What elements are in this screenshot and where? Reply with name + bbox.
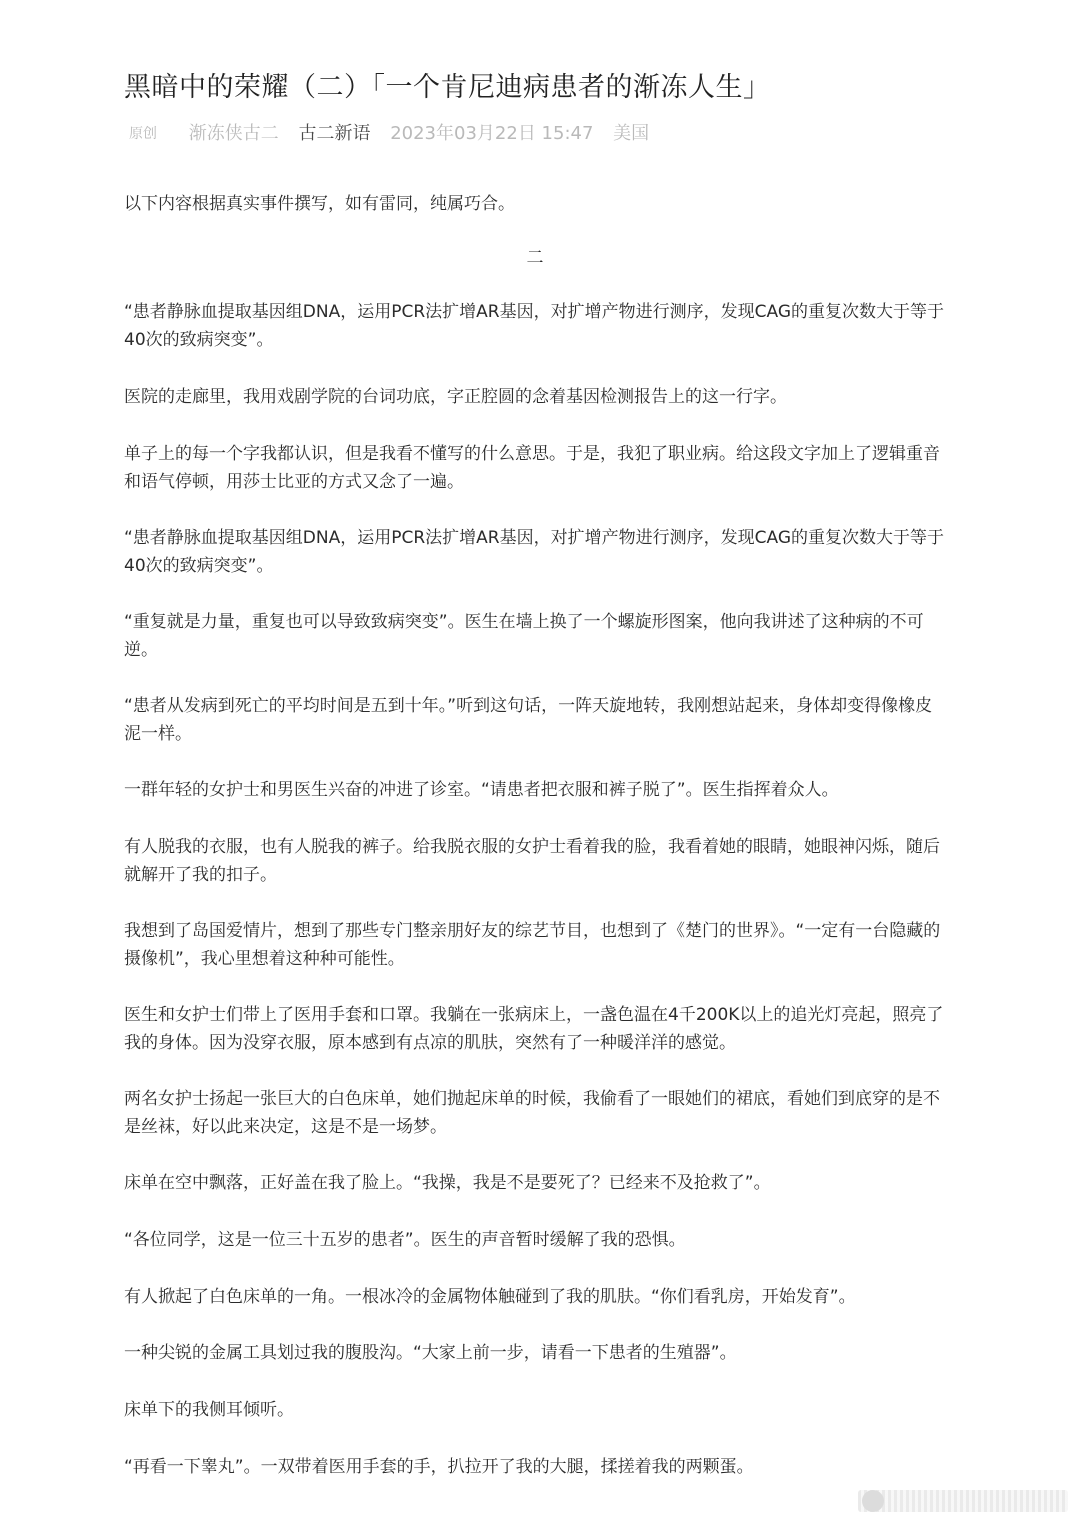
- paragraph: “患者静脉血提取基因组DNA，运用PCR法扩增AR基因，对扩增产物进行测序，发现CAG的重复次数大于等于40次的致病突变”。: [124, 302, 944, 350]
- paragraph: 一群年轻的女护士和男医生兴奋的冲进了诊室。“请患者把衣服和裤子脱了”。医生指挥着众人。: [124, 780, 839, 800]
- paragraph: 两名女护士扬起一张巨大的白色床单，她们抛起床单的时候，我偷看了一眼她们的裙底，看她们到底穿的是不是丝袜，好以此来决定，这是不是一场梦。: [124, 1089, 940, 1137]
- paragraph: “患者静脉血提取基因组DNA，运用PCR法扩增AR基因，对扩增产物进行测序，发现CAG的重复次数大于等于40次的致病突变”。: [124, 528, 944, 576]
- account-name[interactable]: 古二新语: [298, 123, 371, 144]
- article-meta: [129, 121, 649, 147]
- author-name[interactable]: 渐冻侠古二: [188, 123, 279, 144]
- paragraph: “重复就是力量，重复也可以导致致病突变”。医生在墙上换了一个螺旋形图案，他向我讲述了这种病的不可逆。: [124, 612, 924, 660]
- paragraph: 床单在空中飘落，正好盖在我了脸上。“我操，我是不是要死了？已经来不及抢救了”。: [124, 1173, 771, 1193]
- original-tag: 原创: [129, 126, 157, 142]
- article-title: 黑暗中的荣耀（二）「一个肯尼迪病患者的渐冻人生」: [124, 72, 771, 103]
- paragraph: 有人掀起了白色床单的一角。一根冰冷的金属物体触碰到了我的肌肤。“你们看乳房，开始发育”。: [124, 1287, 856, 1307]
- publish-location: 美国: [613, 123, 650, 144]
- paragraph: 有人脱我的衣服，也有人脱我的裤子。给我脱衣服的女护士看着我的脸，我看着她的眼睛，她眼神闪烁，随后就解开了我的扣子。: [124, 837, 940, 885]
- paragraph: “患者从发病到死亡的平均时间是五到十年。”听到这句话，一阵天旋地转，我刚想站起来，身体却变得像橡皮泥一样。: [124, 696, 933, 744]
- paragraph: 医生和女护士们带上了医用手套和口罩。我躺在一张病床上，一盏色温在4千200K以上的追光灯亮起，照亮了我的身体。因为没穿衣服，原本感到有点凉的肌肤，突然有了一种暖洋洋的感觉。: [124, 1005, 944, 1053]
- publish-datetime: 2023年03月22日 15:47: [390, 123, 594, 144]
- paragraph: 我想到了岛国爱情片，想到了那些专门整亲朋好友的综艺节目，也想到了《楚门的世界》。“一定有一台隐藏的摄像机”，我心里想着这种种可能性。: [124, 921, 941, 969]
- watermark-overlay: [858, 1490, 1068, 1512]
- paragraph: 医院的走廊里，我用戏剧学院的台词功底，字正腔圆的念着基因检测报告上的这一行字。: [124, 387, 787, 407]
- watermark-logo-icon: [862, 1490, 884, 1512]
- paragraph: “再看一下睾丸”。一双带着医用手套的手，扒拉开了我的大腿，揉搓着我的两颗蛋。: [124, 1457, 754, 1477]
- paragraph: 单子上的每一个字我都认识，但是我看不懂写的什么意思。于是，我犯了职业病。给这段文字加上了逻辑重音和语气停顿，用莎士比亚的方式又念了一遍。: [124, 444, 940, 492]
- section-number: 二: [526, 248, 544, 268]
- paragraph: “各位同学，这是一位三十五岁的患者”。医生的声音暂时缓解了我的恐惧。: [124, 1230, 686, 1250]
- article-body: [124, 190, 946, 1481]
- disclaimer: 以下内容根据真实事件撰写，如有雷同，纯属巧合。: [124, 194, 515, 214]
- paragraph: 一种尖锐的金属工具划过我的腹股沟。“大家上前一步，请看一下患者的生殖器”。: [124, 1343, 737, 1363]
- paragraph: 床单下的我侧耳倾听。: [124, 1400, 294, 1420]
